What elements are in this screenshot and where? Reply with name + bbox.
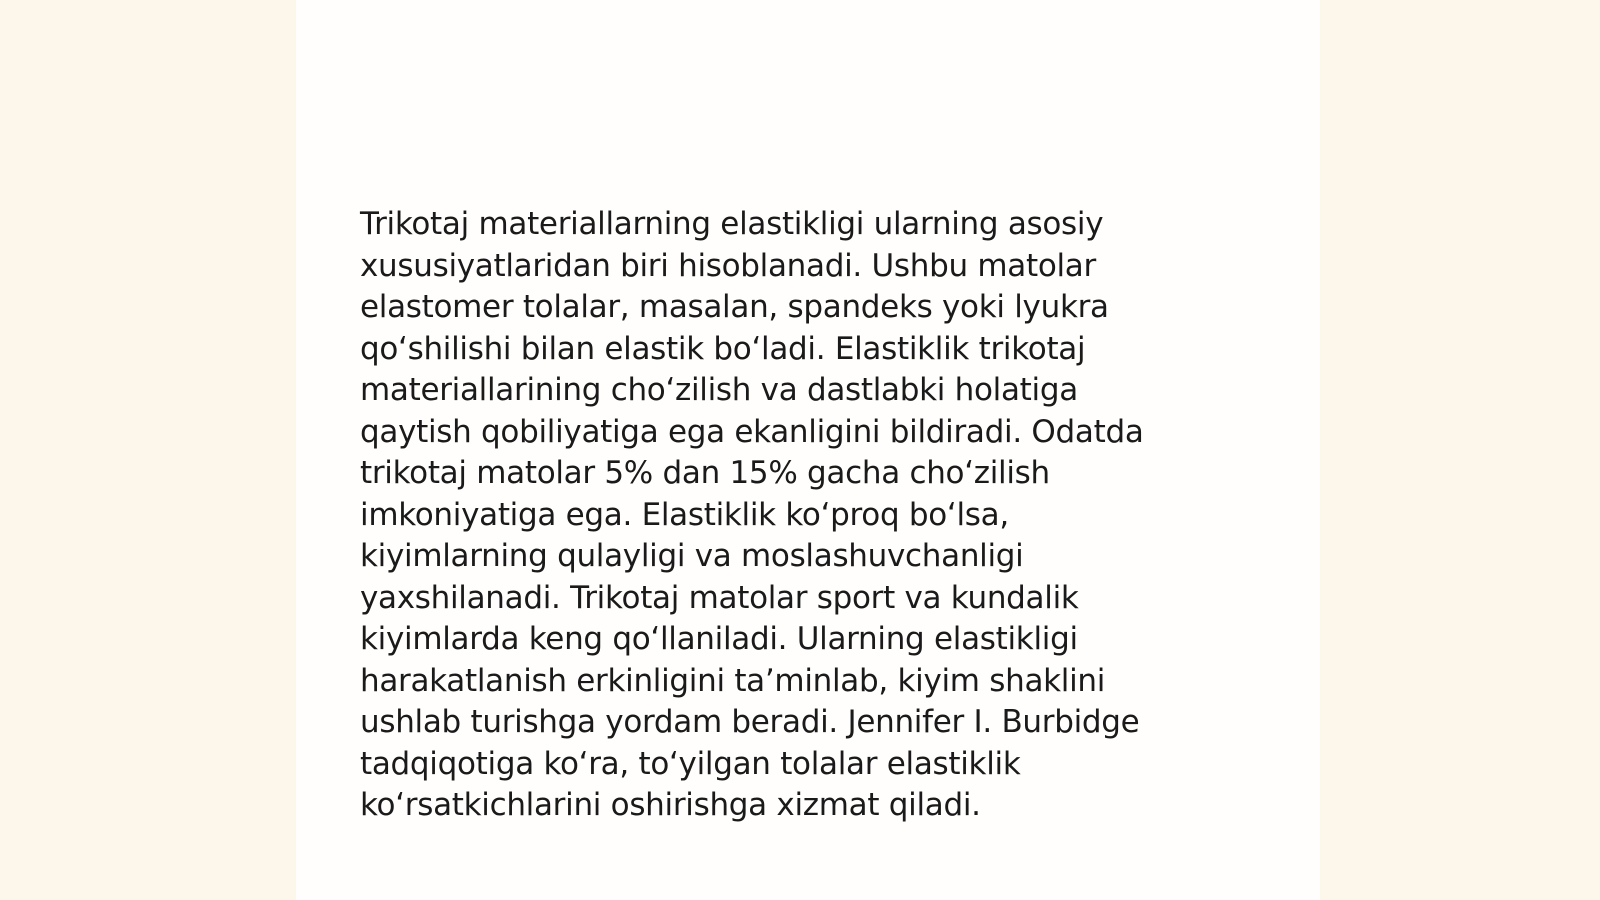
document-page — [296, 0, 1320, 900]
paragraph-line: ushlab turishga yordam beradi. Jennifer I. Burbidge — [360, 704, 1140, 740]
paragraph-line: materiallarining choʻzilish va dastlabki holatiga — [360, 372, 1078, 408]
paragraph-line: trikotaj matolar 5% dan 15% gacha choʻzilish — [360, 455, 1050, 491]
paragraph-line: kiyimlarda keng qoʻllaniladi. Ularning elastikligi — [360, 621, 1078, 657]
paragraph-line: yaxshilanadi. Trikotaj matolar sport va kundalik — [360, 579, 1079, 616]
paragraph-line: harakatlanish erkinligini taʼminlab, kiyim shaklini — [360, 662, 1106, 699]
paragraph-line: qoʻshilishi bilan elastik boʻladi. Elastiklik trikotaj — [360, 330, 1086, 367]
paragraph-line: imkoniyatiga ega. Elastiklik koʻproq boʻlsa, — [360, 496, 1009, 533]
paragraph-line: qaytish qobiliyatiga ega ekanligini bildiradi. Odatda — [360, 413, 1144, 450]
paragraph-line: xususiyatlaridan biri hisoblanadi. Ushbu matolar — [360, 247, 1096, 284]
paragraph-line: kiyimlarning qulayligi va moslashuvchanligi — [360, 538, 1024, 574]
body-paragraph — [360, 204, 1220, 827]
paragraph-line: koʻrsatkichlarini oshirishga xizmat qiladi. — [360, 787, 981, 823]
paragraph-line: tadqiqotiga koʻra, toʻyilgan tolalar elastiklik — [360, 745, 1021, 782]
paragraph-line: elastomer tolalar, masalan, spandeks yoki lyukra — [360, 289, 1109, 325]
paragraph-line: Trikotaj materiallarning elastikligi ularning asosiy — [360, 206, 1104, 242]
